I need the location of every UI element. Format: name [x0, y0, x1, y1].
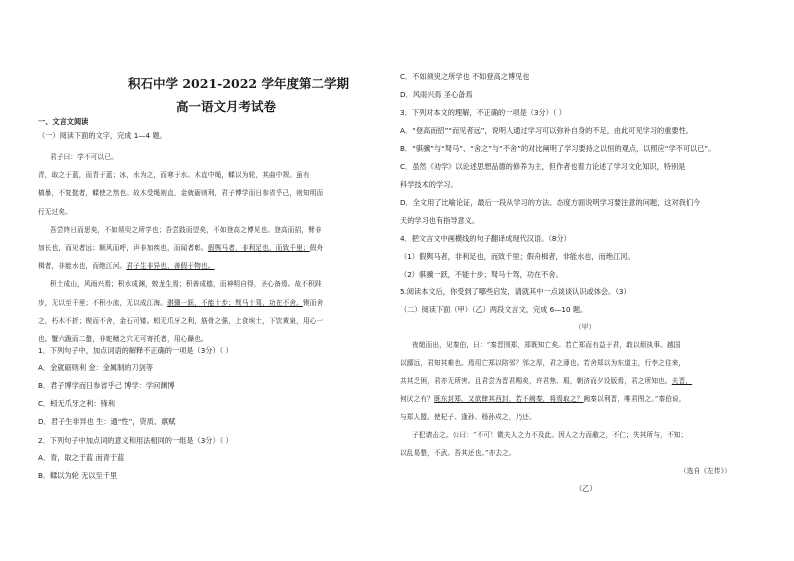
answer-option: A．金就砺则利 金：金属制的刀剑等	[38, 363, 154, 372]
passage-line	[38, 298, 323, 308]
answer-option: C．蚓无爪牙之利：锋利	[38, 399, 115, 408]
passage-line	[38, 334, 208, 344]
passage-line	[400, 448, 516, 458]
text-run: 之，朽木不折；锲而不舍，金石可镂。蚓无爪牙之利，筋骨之强，上食埃土，下饮黄泉，用心一	[38, 316, 324, 325]
passage-line	[38, 207, 72, 217]
underlined-sentence: 骐骥一跃，不能十步；驽马十驾，功在不舍。	[167, 298, 303, 307]
answer-option: D．君子生非异也 生：通“性”，资质、禀赋	[38, 417, 176, 426]
answer-option: C．虽然《劝学》以论述思想品德的修养为主，但作者也着力论述了学习文化知识，特别是	[400, 162, 686, 171]
text-run: 与郑人盟。使杞子、逢孙、杨孙戍之，乃还。	[400, 413, 536, 421]
passage-line	[38, 170, 310, 180]
answer-option: B．“骐骥”与“驽马”、“舍之”与“不舍”的对比阐明了学习要持之以恒的观点，以照应“学不可以已”。	[400, 144, 716, 153]
passage-line	[38, 188, 323, 198]
text-run: 槁暴，不复挺者，輮使之然也。故木受绳则直，金就砺则利，君子博学而日参省乎己，则知明而	[38, 189, 324, 198]
passage-line	[38, 261, 215, 271]
text-run: 以乱易整，不武。吾其还也。”亦去之。	[400, 449, 516, 457]
question-4: 4．把文言文中画横线的句子翻译成现代汉语。（8分）	[400, 234, 571, 243]
text-run: 加长也，而见者远；顺风而呼，声非加疾也，而闻者彰。	[38, 244, 208, 252]
text-run: 假舟	[309, 244, 324, 252]
passage-line	[400, 376, 692, 386]
text-run: 夜缒而出，见秦伯，曰：“秦晋围郑，郑既知亡矣。若亡郑而有益于君，敢以烦执事。越国	[412, 341, 681, 349]
passage-source: （选自《左传》）	[680, 467, 732, 475]
passage-line	[412, 340, 681, 350]
underlined-sentence: 君子生非异也，善假于物也。	[126, 262, 215, 271]
question-2: 2．下列句子中加点词的意义和用法相同的一组是（3分）（ ）	[38, 436, 233, 445]
text-run: 锲而舍	[302, 298, 324, 307]
text-run: 何厌之有？	[400, 395, 434, 403]
text-run: 行无过矣。	[38, 207, 72, 216]
passage-line	[400, 358, 685, 368]
section-heading-classical: 一、文言文阅读	[38, 117, 89, 126]
answer-option: B．君子博学而日参省乎己 博学：学问渊博	[38, 381, 175, 390]
passage-line	[38, 243, 323, 253]
translation-item: （2）骐骥一跃，不能十步；驽马十驾，功在不舍。	[400, 269, 563, 279]
text-run: 以鄙远，君知其难也。焉用亡郑以陪邻？邻之厚，君之薄也。若舍郑以为东道主，行李之往来，	[400, 359, 686, 367]
question-1: 1．下列句子中，加点词语的解释不正确的一项是（3分）（ ）	[38, 346, 233, 355]
passage-label-jia: （甲）	[575, 323, 596, 331]
answer-option: A．“登高而招”“而见者远”，说明人通过学习可以弥补自身的不足，由此可见学习的重要性。	[400, 126, 693, 135]
text-run: 楫者，非能水也，而绝江河。	[38, 262, 127, 271]
exam-title: 积石中学 2021-2022 学年度第二学期	[128, 76, 349, 91]
question-5: 5.阅读本文后，你受到了哪些启发，请就其中一点谈谈认识或体会。（3）	[400, 287, 631, 296]
translation-item: （1）假舆马者，非利足也，而致千里；假舟楫者，非能水也，而绝江河。	[400, 252, 635, 261]
text-run: 步，无以至千里；不积小流，无以成江海。	[38, 298, 168, 307]
reading-instruction-2: （二）阅读下面（甲）（乙）两段文言文，完成 6—10 题。	[400, 305, 588, 314]
exam-subtitle: 高一语文月考试卷	[176, 99, 277, 114]
right-column	[400, 0, 770, 561]
passage-line	[50, 152, 118, 162]
passage-label-yi: （乙）	[575, 484, 597, 493]
underlined-sentence: 既东封郑，又欲肆其西封，若不阙秦，将焉取之？	[433, 395, 584, 403]
left-column	[38, 0, 408, 561]
question-3: 3．下列对本文的理解，不正确的一项是（3分）（ ）	[400, 108, 566, 117]
text-run: 子犯请击之。公曰：“不可！微夫人之力不及此。因人之力而敝之，不仁；失其所与，不知；	[412, 431, 688, 439]
answer-option: D．全文用了比喻论证，最后一段从学习的方法、态度方面说明学习要注意的问题，这对我们今	[400, 198, 701, 207]
passage-line	[400, 394, 686, 404]
text-run: 君子曰：学不可以已。	[50, 153, 118, 161]
passage-line	[38, 316, 323, 326]
answer-option: D．风雨兴焉 圣心备焉	[400, 90, 473, 99]
reading-instruction: （一）阅读下面的文字，完成 1—4 题。	[38, 131, 167, 140]
text-run: 共其乏困，君亦无所害。且君尝为晋君赐矣，许君焦、瑕，朝济而夕设版焉，君之所知也。	[400, 377, 672, 385]
passage-line	[400, 412, 536, 422]
text-run: 吾尝终日而思矣，不如须臾之所学也；吾尝跂而望矣，不如登高之博见也。登高而招，臂非	[50, 225, 322, 234]
text-run: 青，取之于蓝，而青于蓝；冰，水为之，而寒于水。木直中绳，輮以为轮，其曲中规。虽有	[38, 171, 310, 180]
underlined-sentence: 假舆马者，非利足也，而致千里；	[207, 244, 310, 252]
answer-option: 科学技术的学习。	[400, 180, 458, 189]
text-run: 也。蟹六跪而二螯，非蛇鳝之穴无可寄托者，用心躁也。	[38, 335, 208, 343]
answer-option: B．輮以为轮 无以至千里	[38, 471, 118, 480]
passage-line	[412, 430, 687, 440]
answer-option: C．不如须臾之所学也 不如登高之博见也	[400, 72, 530, 81]
text-run: 积土成山，风雨兴焉；积水成渊，蛟龙生焉；积善成德，而神明自得，圣心备焉。故不积跬	[50, 280, 322, 289]
underlined-sentence: 夫晋，	[671, 377, 693, 385]
answer-option: A．青，取之于蓝 而青于蓝	[38, 453, 125, 462]
answer-option: 天的学习也有指导意义。	[400, 216, 480, 225]
passage-line	[50, 279, 322, 289]
passage-line	[50, 225, 322, 235]
text-run: 阙秦以利晋，唯君图之。”秦伯说，	[583, 395, 686, 403]
